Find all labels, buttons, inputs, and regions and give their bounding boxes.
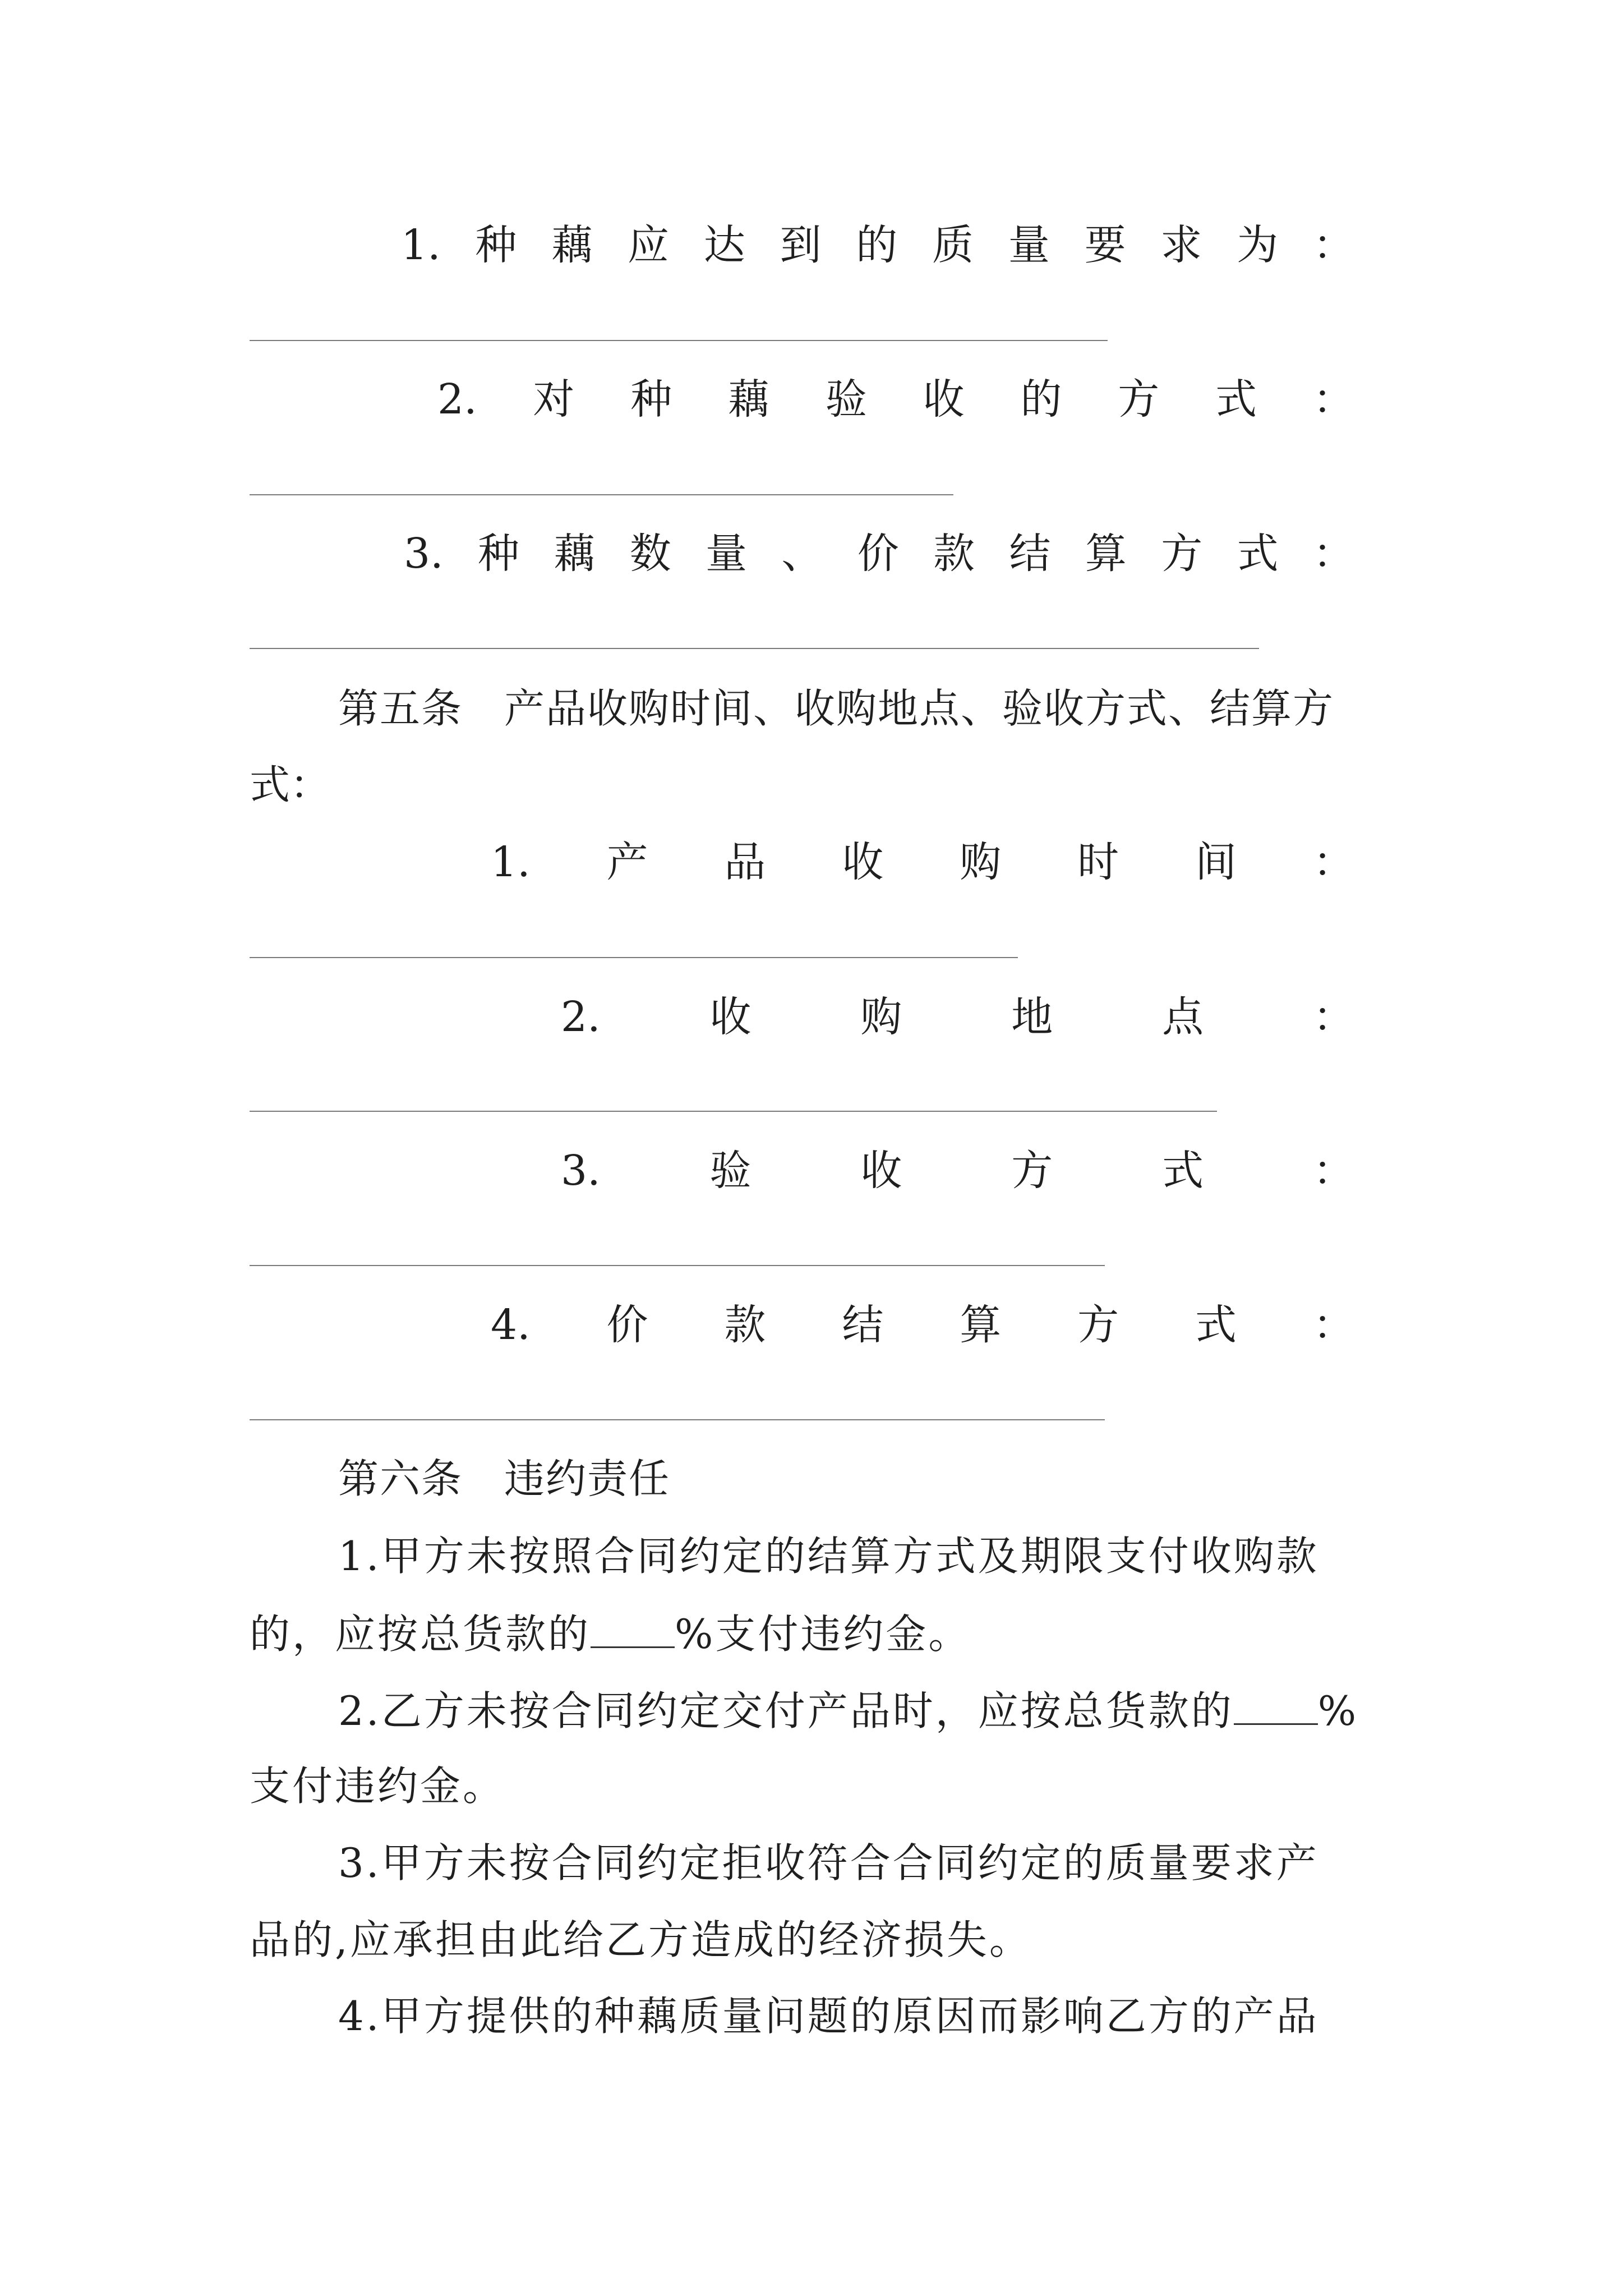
justified-char: 购 (960, 838, 1002, 886)
clause-3-line-1: 3.甲方未按合同约定拒收符合合同约定的质量要求产 (338, 1839, 1319, 1887)
article-6-heading: 第六条 违约责任 (338, 1455, 671, 1502)
justified-char: 的 (1020, 375, 1062, 424)
justified-char: 为 (1237, 221, 1279, 269)
fill-in-blank-line (250, 1111, 1217, 1112)
fill-in-blank-line (250, 494, 953, 495)
justified-char: 藕 (728, 375, 770, 424)
justified-char: 验 (709, 1147, 751, 1195)
justified-char: 款 (724, 1301, 766, 1349)
justified-char: 2. (561, 993, 601, 1041)
justified-char: 购 (860, 993, 902, 1041)
justified-char: 方 (1077, 1301, 1119, 1349)
clause-2-line-2: 支付违约金。 (250, 1763, 506, 1810)
justified-char: 3. (404, 530, 444, 578)
article-5-heading: 第五条 产品收购时间、收购地点、验收方式、结算方 (338, 685, 1335, 732)
clause-2-text-b: % (1317, 1687, 1359, 1734)
justified-char: 达 (703, 221, 745, 269)
purchase-location-line (561, 993, 1354, 1041)
clause-1-text-b: %支付违约金。 (675, 1611, 971, 1658)
justified-char: 款 (933, 530, 975, 578)
justified-char: 价 (606, 1301, 648, 1349)
justified-char: 式 (1215, 375, 1257, 424)
justified-char: 种 (630, 375, 672, 424)
justified-char: 4. (491, 1301, 531, 1349)
justified-char: 式 (1195, 1301, 1237, 1349)
justified-char: 时 (1077, 838, 1119, 886)
fill-in-blank-line (250, 1419, 1105, 1420)
justified-char: 方 (1011, 1147, 1053, 1195)
justified-char: ： (1312, 375, 1354, 424)
justified-char: 结 (842, 1301, 884, 1349)
justified-char: 应 (627, 221, 669, 269)
justified-char: 品 (724, 838, 766, 886)
justified-char: 收 (842, 838, 884, 886)
justified-char: 的 (856, 221, 898, 269)
clause-2-line-1 (338, 1687, 1359, 1734)
justified-char: ： (1312, 993, 1354, 1041)
seed-inspection-method-line (437, 375, 1354, 424)
justified-char: 方 (1118, 375, 1160, 424)
justified-char: 结 (1009, 530, 1051, 578)
seed-quality-requirement-line (401, 221, 1354, 269)
justified-char: 点 (1162, 993, 1204, 1041)
clause-1-line-2 (250, 1611, 971, 1658)
justified-char: 量 (1008, 221, 1050, 269)
justified-char: 数 (629, 530, 671, 578)
justified-char: ： (1312, 1147, 1354, 1195)
clause-3-line-2: 品的,应承担由此给乙方造成的经济损失。 (250, 1916, 1032, 1963)
justified-char: 到 (780, 221, 822, 269)
fill-in-blank-line (250, 1265, 1105, 1266)
justified-char: 要 (1084, 221, 1126, 269)
percentage-blank (591, 1613, 675, 1648)
justified-char: 量 (706, 530, 748, 578)
justified-char: 算 (1085, 530, 1127, 578)
justified-char: 验 (825, 375, 867, 424)
justified-char: 收 (923, 375, 965, 424)
justified-char: ： (1312, 1301, 1354, 1349)
justified-char: 1. (491, 838, 531, 886)
inspection-method-line (561, 1147, 1354, 1195)
justified-char: 产 (606, 838, 648, 886)
justified-char: 价 (857, 530, 899, 578)
justified-char: 2. (437, 375, 477, 424)
purchase-time-line (491, 838, 1354, 886)
clause-1-text-a: 的，应按总货款的 (250, 1611, 591, 1658)
justified-char: 1. (401, 221, 441, 269)
justified-char: 算 (960, 1301, 1002, 1349)
justified-char: 种 (475, 221, 517, 269)
justified-char: ： (1312, 221, 1354, 269)
clause-2-text-a: 2.乙方未按合同约定交付产品时，应按总货款的 (338, 1687, 1234, 1734)
justified-char: 质 (932, 221, 974, 269)
justified-char: 式 (1162, 1147, 1204, 1195)
justified-char: 种 (477, 530, 519, 578)
price-settlement-line (491, 1301, 1354, 1349)
justified-char: ： (1312, 530, 1354, 578)
justified-char: 、 (781, 530, 823, 578)
justified-char: ： (1312, 838, 1354, 886)
clause-4-line-1: 4.甲方提供的种藕质量问题的原因而影响乙方的产品 (338, 1993, 1319, 2040)
article-5-heading-continued: 式： (250, 761, 331, 808)
justified-char: 方 (1161, 530, 1203, 578)
percentage-blank (1234, 1690, 1318, 1725)
justified-char: 式 (1237, 530, 1279, 578)
justified-char: 藕 (554, 530, 596, 578)
justified-char: 间 (1195, 838, 1237, 886)
justified-char: 对 (533, 375, 575, 424)
justified-char: 3. (561, 1147, 601, 1195)
justified-char: 地 (1011, 993, 1053, 1041)
clause-1-line-1: 1.甲方未按照合同约定的结算方式及期限支付收购款 (338, 1533, 1319, 1580)
justified-char: 收 (709, 993, 751, 1041)
fill-in-blank-line (250, 340, 1108, 341)
justified-char: 求 (1160, 221, 1202, 269)
justified-char: 收 (860, 1147, 902, 1195)
fill-in-blank-line (250, 957, 1018, 958)
seed-quantity-settlement-line (404, 530, 1354, 578)
fill-in-blank-line (250, 648, 1259, 649)
justified-char: 藕 (551, 221, 593, 269)
